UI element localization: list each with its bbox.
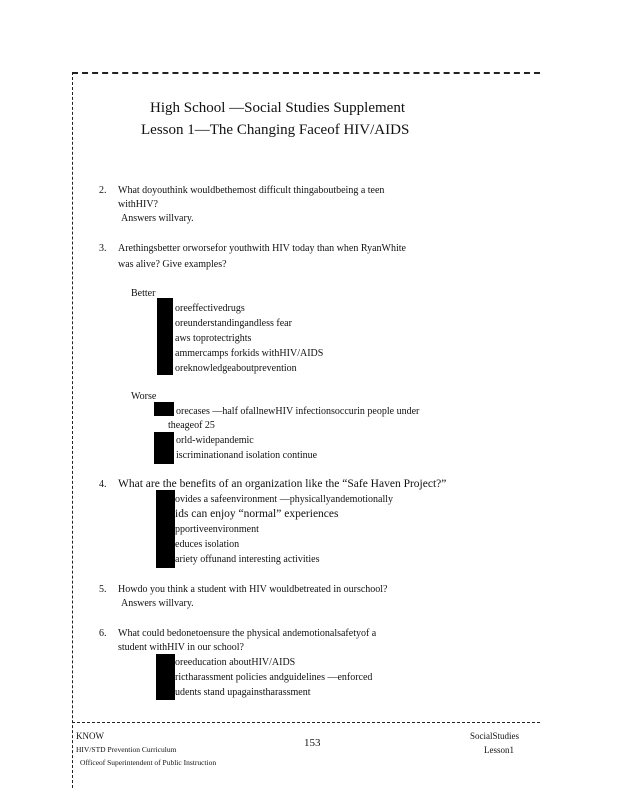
list-item: rictharassment policies andguidelines —enforced [175,672,373,683]
question-text: Howdo you think a student with HIV wouldbetreated in ourschool? [118,584,388,595]
question-text: What doyouthink wouldbethemost difficult thingaboutbeing a teen [118,185,385,196]
answer-text: Answers willvary. [121,598,194,609]
question-number: 6. [99,628,107,639]
list-item: oreeffectivedrugs [175,303,245,314]
list-item: orecases —half ofallnewHIV infectionsoccurin people under [176,406,420,417]
question-text: What could bedonetoensure the physical andemotionalsafetyof a [118,628,377,639]
footer-curriculum: HIV/STD Prevention Curriculum [76,745,177,754]
list-item: ids can enjoy “normal” experiences [175,508,339,520]
list-item: iscriminationand isolation continue [176,450,318,461]
list-item: oreunderstandingandless fear [175,318,292,329]
redaction-bar [157,298,173,375]
redaction-bar [156,654,175,700]
page-number: 153 [304,737,321,749]
list-item: ariety offunand interesting activities [175,554,320,565]
page-frame-left [72,72,73,788]
footer-office: Officeof Superintendent of Public Instruction [80,758,217,767]
page-title-line2: Lesson 1—The Changing Faceof HIV/AIDS [141,122,410,138]
list-item: oreknowledgeaboutprevention [175,363,297,374]
redaction-bar [154,432,174,464]
question-text: Arethingsbetter orworsefor youthwith HIV today than when RyanWhite [118,243,406,254]
list-item: ammercamps forkids withHIV/AIDS [175,348,324,359]
list-item: udents stand upagainstharassment [175,687,311,698]
page-frame-bottom [72,722,540,723]
redaction-bar [154,402,174,416]
list-item: aws toprotectrights [175,333,252,344]
list-item: theageof 25 [168,420,215,431]
footer-lesson: Lesson1 [484,745,514,755]
list-item: pportiveenvironment [175,524,259,535]
better-label: Better [131,288,156,299]
question-number: 2. [99,185,107,196]
footer-subject: SocialStudies [470,731,519,741]
question-text: What are the benefits of an organization like the “Safe Haven Project?” [118,478,447,490]
question-number: 3. [99,243,107,254]
footer-title: KNOW [76,731,104,741]
question-text: student withHIV in our school? [118,642,244,653]
answer-text: Answers willvary. [121,213,194,224]
page-title-line1: High School —Social Studies Supplement [150,100,405,116]
list-item: orld-widepandemic [176,435,254,446]
list-item: oreeducation aboutHIV/AIDS [175,657,296,668]
worse-label: Worse [131,391,157,402]
question-number: 4. [99,479,107,490]
list-item: educes isolation [175,539,240,550]
question-number: 5. [99,584,107,595]
list-item: ovides a safeenvironment —physicallyandemotionally [175,494,393,505]
redaction-bar [156,490,175,568]
question-text: withHIV? [118,199,158,210]
page-frame-top [72,72,540,74]
question-text: was alive? Give examples? [118,259,227,270]
